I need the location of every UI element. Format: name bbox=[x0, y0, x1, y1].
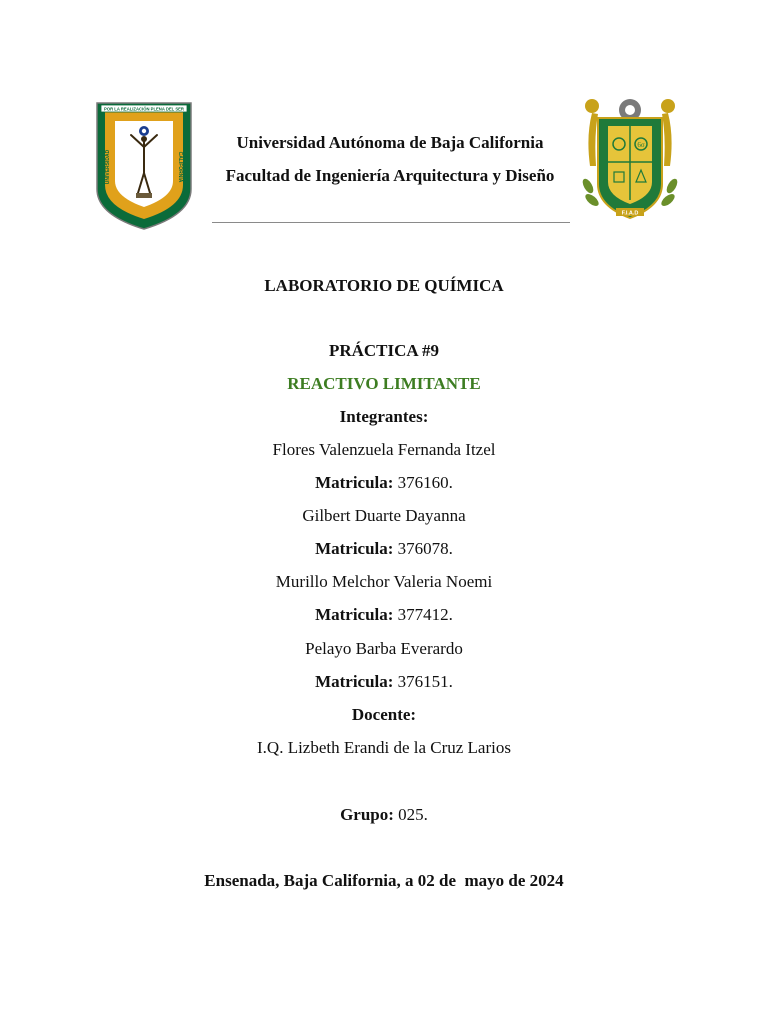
faculty-name: Facultad de Ingeniería Arquitectura y Diseño bbox=[225, 166, 555, 185]
svg-text:CALIFORNIA: CALIFORNIA bbox=[177, 151, 183, 183]
svg-text:6σ: 6σ bbox=[637, 141, 645, 149]
member-name: Murillo Melchor Valeria Noemi bbox=[275, 572, 493, 591]
fiad-tag: F.I.A.D bbox=[621, 210, 639, 217]
matricula-label: Matricula: bbox=[315, 672, 394, 691]
member-id-row bbox=[0, 604, 768, 626]
member-name: Gilbert Duarte Dayanna bbox=[302, 506, 466, 525]
member-id-row bbox=[0, 472, 768, 494]
practice-topic: REACTIVO LIMITANTE bbox=[287, 374, 481, 393]
group-label: Grupo: bbox=[340, 805, 394, 824]
teacher-name: I.Q. Lizbeth Erandi de la Cruz Larios bbox=[257, 738, 511, 757]
members-label: Integrantes: bbox=[339, 407, 429, 426]
member-id: 376160. bbox=[397, 473, 453, 492]
svg-text:UNIVERSIDAD: UNIVERSIDAD bbox=[105, 149, 111, 185]
member-id: 377412. bbox=[397, 605, 453, 624]
teacher-label: Docente: bbox=[351, 705, 417, 724]
header-titles bbox=[210, 132, 570, 186]
member-id-row bbox=[0, 671, 768, 693]
member-id: 376151. bbox=[397, 672, 453, 691]
member-name: Pelayo Barba Everardo bbox=[305, 639, 463, 658]
practice-number: PRÁCTICA #9 bbox=[328, 341, 440, 360]
lab-title: LABORATORIO DE QUÍMICA bbox=[264, 276, 504, 295]
place-date: Ensenada, Baja California, a 02 de mayo de 2024 bbox=[204, 871, 564, 890]
member-id-row bbox=[0, 538, 768, 560]
member-name: Flores Valenzuela Fernanda Itzel bbox=[272, 440, 496, 459]
matricula-label: Matricula: bbox=[315, 539, 394, 558]
uabc-shield-icon bbox=[93, 97, 195, 231]
university-name: Universidad Autónoma de Baja California bbox=[236, 133, 544, 152]
group-row bbox=[0, 804, 768, 826]
matricula-label: Matricula: bbox=[315, 473, 394, 492]
group-value: 025. bbox=[398, 805, 428, 824]
uabc-banner-text: POR LA REALIZACIÓN PLENA DEL SER bbox=[104, 106, 184, 112]
header-divider bbox=[212, 222, 570, 223]
matricula-label: Matricula: bbox=[315, 605, 394, 624]
fiad-crest-icon bbox=[578, 96, 682, 224]
member-id: 376078. bbox=[397, 539, 453, 558]
